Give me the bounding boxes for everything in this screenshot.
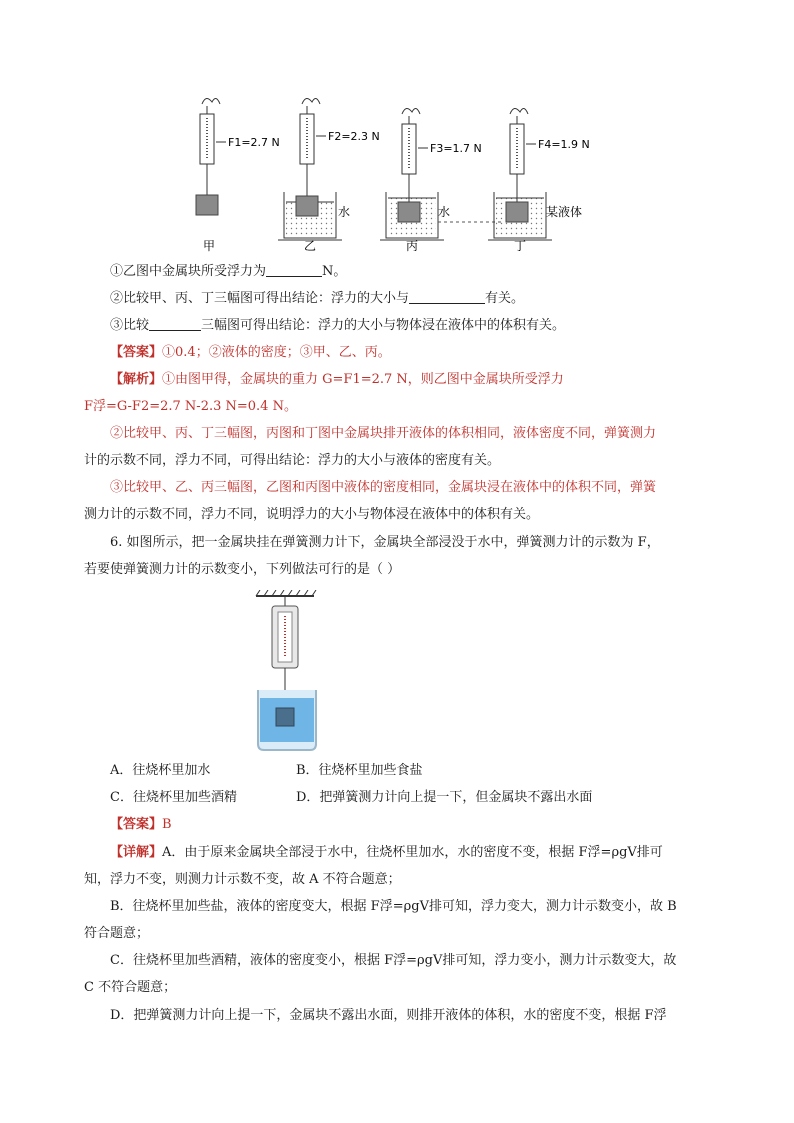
label-yi: 乙 bbox=[304, 239, 317, 253]
liquid-water-label-2: 水 bbox=[438, 205, 451, 219]
analysis-tag: 【解析】 bbox=[110, 372, 163, 387]
q6-detail-d1: D．把弹簧测力计向上提一下，金属块不露出水面，则排开液体的体积，水的密度不变，根据 F浮 bbox=[110, 1008, 667, 1023]
reading-f1: F1=2.7 N bbox=[228, 136, 280, 149]
reading-f4: F4=1.9 N bbox=[538, 138, 590, 151]
q5-analysis-1: 【解析】①由图甲得，金属块的重力 G=F1=2.7 N，则乙图中金属块所受浮力 bbox=[110, 372, 564, 387]
label-ding: 丁 bbox=[514, 239, 527, 253]
q6-detail-a1: 【详解】A．由于原来金属块全部浸于水中，往烧杯里加水，水的密度不变，根据 F浮=ρgV排可 bbox=[110, 845, 663, 860]
q5-analysis-4a: ③比较甲、乙、丙三幅图，乙图和丙图中液体的密度相同，金属块浸在液体中的体积不同，弹簧 bbox=[110, 480, 657, 495]
answer-tag: 【答案】 bbox=[110, 345, 163, 360]
q6-detail-c2: C 不符合题意； bbox=[84, 980, 177, 995]
reading-f2: F2=2.3 N bbox=[328, 130, 380, 143]
q5-analysis-4b: 测力计的示数不同，浮力不同，说明浮力的大小与物体浸在液体中的体积有关。 bbox=[84, 507, 540, 522]
q5-analysis-3b: 计的示数不同，浮力不同，可得出结论：浮力的大小与液体的密度有关。 bbox=[84, 453, 501, 468]
option-c[interactable]: C．往烧杯里加些酒精 bbox=[110, 790, 237, 805]
q6-detail-a2: 知，浮力不变，则测力计示数不变，故 A 不符合题意； bbox=[84, 872, 401, 887]
liquid-water-label: 水 bbox=[338, 205, 351, 219]
q5-sub3: ③比较 三幅图可得出结论：浮力的大小与物体浸在液体中的体积有关。 bbox=[110, 318, 566, 333]
q5-sub1: ①乙图中金属块所受浮力为 N。 bbox=[110, 264, 347, 279]
q5-answer bbox=[110, 343, 750, 363]
q6-stem-2: 若要使弹簧测力计的示数变小，下列做法可行的是（ ） bbox=[84, 562, 401, 577]
answer-blank-1[interactable] bbox=[266, 262, 322, 277]
option-a[interactable]: A．往烧杯里加水 bbox=[110, 763, 211, 778]
q5-analysis-3a: ②比较甲、丙、丁三幅图，丙图和丁图中金属块排开液体的体积相同，液体密度不同，弹簧测力 bbox=[110, 426, 657, 441]
q5-sub2: ②比较甲、丙、丁三幅图可得出结论：浮力的大小与 有关。 bbox=[110, 291, 525, 306]
option-d[interactable]: D．把弹簧测力计向上提一下，但金属块不露出水面 bbox=[296, 790, 593, 805]
q6-detail-b1: B．往烧杯里加些盐，液体的密度变大，根据 F浮=ρgV排可知，浮力变大，测力计示数变小，故 B bbox=[110, 899, 677, 914]
option-b[interactable]: B．往烧杯里加些食盐 bbox=[296, 763, 423, 778]
setup-yi bbox=[278, 98, 380, 253]
setup-ding bbox=[488, 108, 590, 253]
answer-blank-2[interactable] bbox=[409, 289, 485, 304]
label-bing: 丙 bbox=[406, 239, 419, 253]
q6-stem-1: 6. 如图所示，把一金属块挂在弹簧测力计下，金属块全部浸没于水中，弹簧测力计的示数为 F， bbox=[110, 535, 660, 550]
q5-analysis-2: F浮=G-F2=2.7 N-2.3 N=0.4 N。 bbox=[84, 399, 297, 414]
q6-detail-b2: 符合题意； bbox=[84, 926, 150, 941]
setup-jia bbox=[196, 98, 280, 253]
label-jia: 甲 bbox=[203, 239, 216, 253]
q6-detail-c1: C．往烧杯里加些酒精，液体的密度变小，根据 F浮=ρgV排可知，浮力变小，测力计示数变大，故 bbox=[110, 953, 677, 968]
liquid-other-label: 某液体 bbox=[546, 205, 583, 219]
reading-f3: F3=1.7 N bbox=[430, 142, 482, 155]
figure-spring-scale-experiment bbox=[180, 92, 620, 262]
q6-answer: 【答案】B bbox=[110, 817, 172, 832]
figure-beaker-spring-scale bbox=[252, 590, 322, 752]
answer-text: ①0.4；②液体的密度；③甲、乙、丙。 bbox=[162, 345, 391, 360]
answer-blank-3[interactable] bbox=[149, 316, 201, 331]
setup-bing bbox=[380, 108, 482, 253]
